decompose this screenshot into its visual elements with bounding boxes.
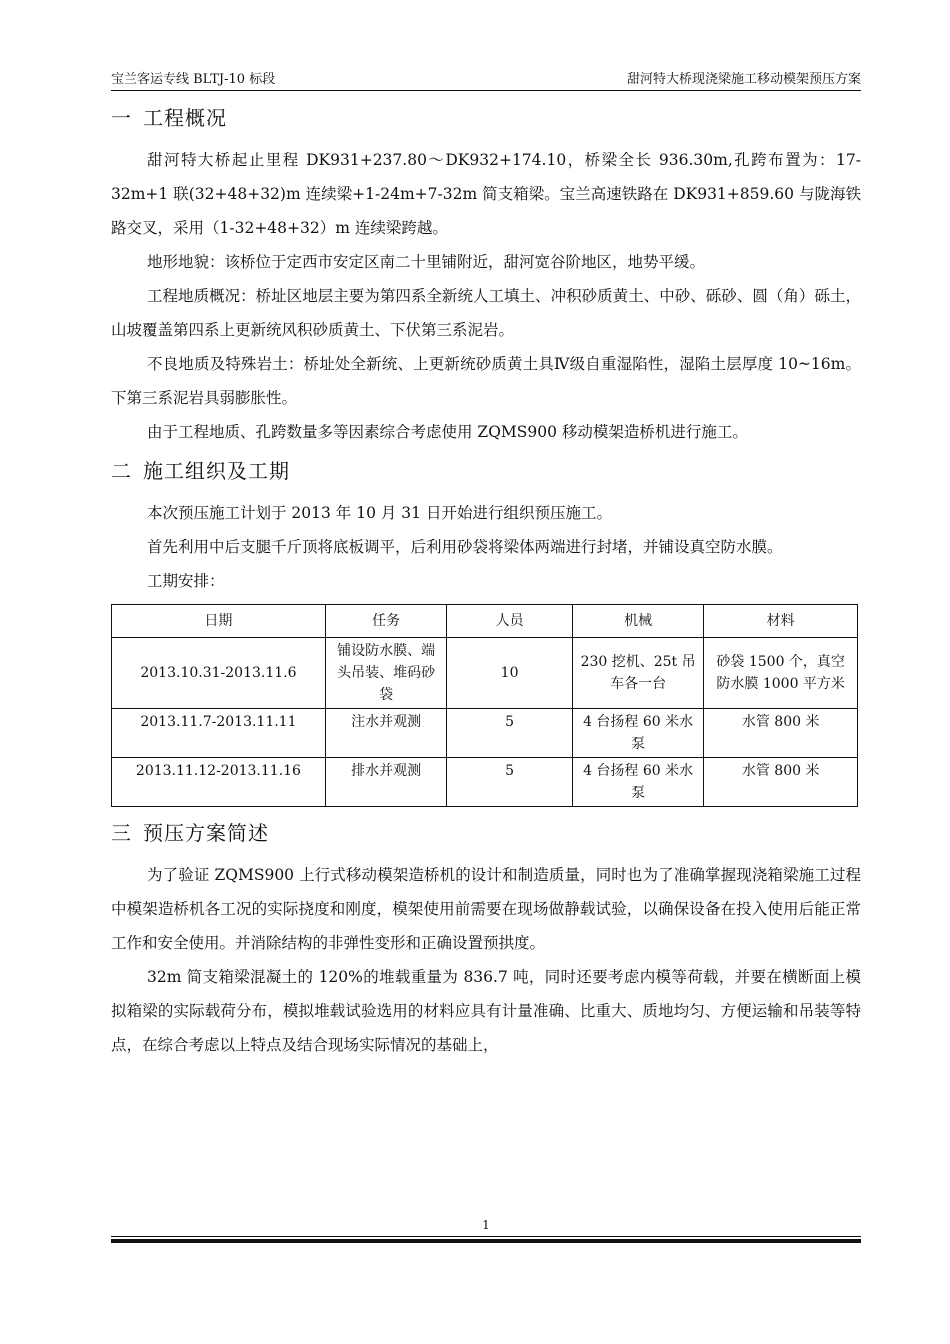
paragraph: 本次预压施工计划于 2013 年 10 月 31 日开始进行组织预压施工。 xyxy=(147,504,612,522)
table-cell: 2013.10.31-2013.11.6 xyxy=(112,638,326,709)
table-cell: 2013.11.7-2013.11.11 xyxy=(112,709,326,758)
paragraph: 工期安排： xyxy=(147,572,225,590)
table-header-row xyxy=(112,605,858,638)
paragraph: 地形地貌：该桥位于定西市安定区南二十里铺附近，甜河宽谷阶地区，地势平缓。 xyxy=(147,253,706,271)
section-number: 二 xyxy=(111,459,132,483)
paragraph: 甜河特大桥起止里程 DK931+237.80～DK932+174.10，桥梁全长 936.30m,孔跨布置为：17-32m+1 联(32+48+32)m 连续梁+1-24m+7-32m 简支箱梁。宝兰高速铁路在 DK931+859.60 与陇海铁路交叉，采用（1-32+48+32）m 连续梁跨越。 xyxy=(111,151,861,237)
paragraph: 不良地质及特殊岩土：桥址处全新统、上更新统砂质黄土具Ⅳ级自重湿陷性，湿陷土层厚度 10~16m。下第三系泥岩具弱膨胀性。 xyxy=(111,355,861,407)
table-cell: 水管 800 米 xyxy=(704,758,858,807)
table-cell: 230 挖机、25t 吊车各一台 xyxy=(572,638,704,709)
section-heading xyxy=(111,455,861,484)
section-heading xyxy=(111,817,861,846)
paragraph: 32m 简支箱梁混凝土的 120%的堆载重量为 836.7 吨，同时还要考虑内模等荷载，并要在横断面上模拟箱梁的实际载荷分布，模拟堆载试验选用的材料应具有计量准确、比重大、质地均匀、方便运输和吊装等特点，在综合考虑以上特点及结合现场实际情况的基础上， xyxy=(111,968,861,1054)
table-cell: 5 xyxy=(447,709,573,758)
page-number: 1 xyxy=(482,1218,490,1232)
table-cell: 注水并观测 xyxy=(325,709,446,758)
section-title: 预压方案简述 xyxy=(143,821,269,845)
table-cell: 2013.11.12-2013.11.16 xyxy=(112,758,326,807)
table-cell: 5 xyxy=(447,758,573,807)
paragraph: 首先利用中后支腿千斤顶将底板调平，后利用砂袋将梁体两端进行封堵，并铺设真空防水膜。 xyxy=(147,538,783,556)
header-project: 宝兰客运专线 BLTJ-10 标段 xyxy=(111,72,276,87)
section-heading xyxy=(111,102,861,131)
table-cell: 水管 800 米 xyxy=(704,709,858,758)
table-cell: 4 台扬程 60 米水泵 xyxy=(572,709,704,758)
page-header xyxy=(111,66,861,91)
table-cell: 4 台扬程 60 米水泵 xyxy=(572,758,704,807)
paragraph: 由于工程地质、孔跨数量多等因素综合考虑使用 ZQMS900 移动模架造桥机进行施工。 xyxy=(147,423,748,441)
page-footer xyxy=(111,1218,861,1243)
schedule-table xyxy=(111,604,858,807)
section-number: 一 xyxy=(111,106,132,130)
column-header: 机械 xyxy=(572,605,704,638)
section-number: 三 xyxy=(111,821,132,845)
table-cell: 10 xyxy=(447,638,573,709)
table-cell: 铺设防水膜、端头吊装、堆码砂袋 xyxy=(325,638,446,709)
table-row xyxy=(112,709,858,758)
footer-rule-thin xyxy=(111,1236,861,1237)
table-cell: 排水并观测 xyxy=(325,758,446,807)
column-header: 人员 xyxy=(447,605,573,638)
column-header: 日期 xyxy=(112,605,326,638)
paragraph: 工程地质概况：桥址区地层主要为第四系全新统人工填土、冲积砂质黄土、中砂、砾砂、圆（角）砾土，山坡覆盖第四系上更新统风积砂质黄土、下伏第三系泥岩。 xyxy=(111,287,861,339)
section-title: 施工组织及工期 xyxy=(143,459,290,483)
column-header: 材料 xyxy=(704,605,858,638)
header-doc-title: 甜河特大桥现浇梁施工移动模架预压方案 xyxy=(626,72,861,87)
paragraph: 为了验证 ZQMS900 上行式移动模架造桥机的设计和制造质量，同时也为了准确掌握现浇箱梁施工过程中模架造桥机各工况的实际挠度和刚度，模架使用前需要在现场做静载试验，以确保设备在投入使用后能正常工作和安全使用。并消除结构的非弹性变形和正确设置预拱度。 xyxy=(111,866,861,952)
document-body xyxy=(111,96,861,1062)
table-row xyxy=(112,758,858,807)
section-title: 工程概况 xyxy=(143,106,227,130)
footer-rule-thick xyxy=(111,1239,861,1243)
table-row xyxy=(112,638,858,709)
table-cell: 砂袋 1500 个，真空防水膜 1000 平方米 xyxy=(704,638,858,709)
column-header: 任务 xyxy=(325,605,446,638)
